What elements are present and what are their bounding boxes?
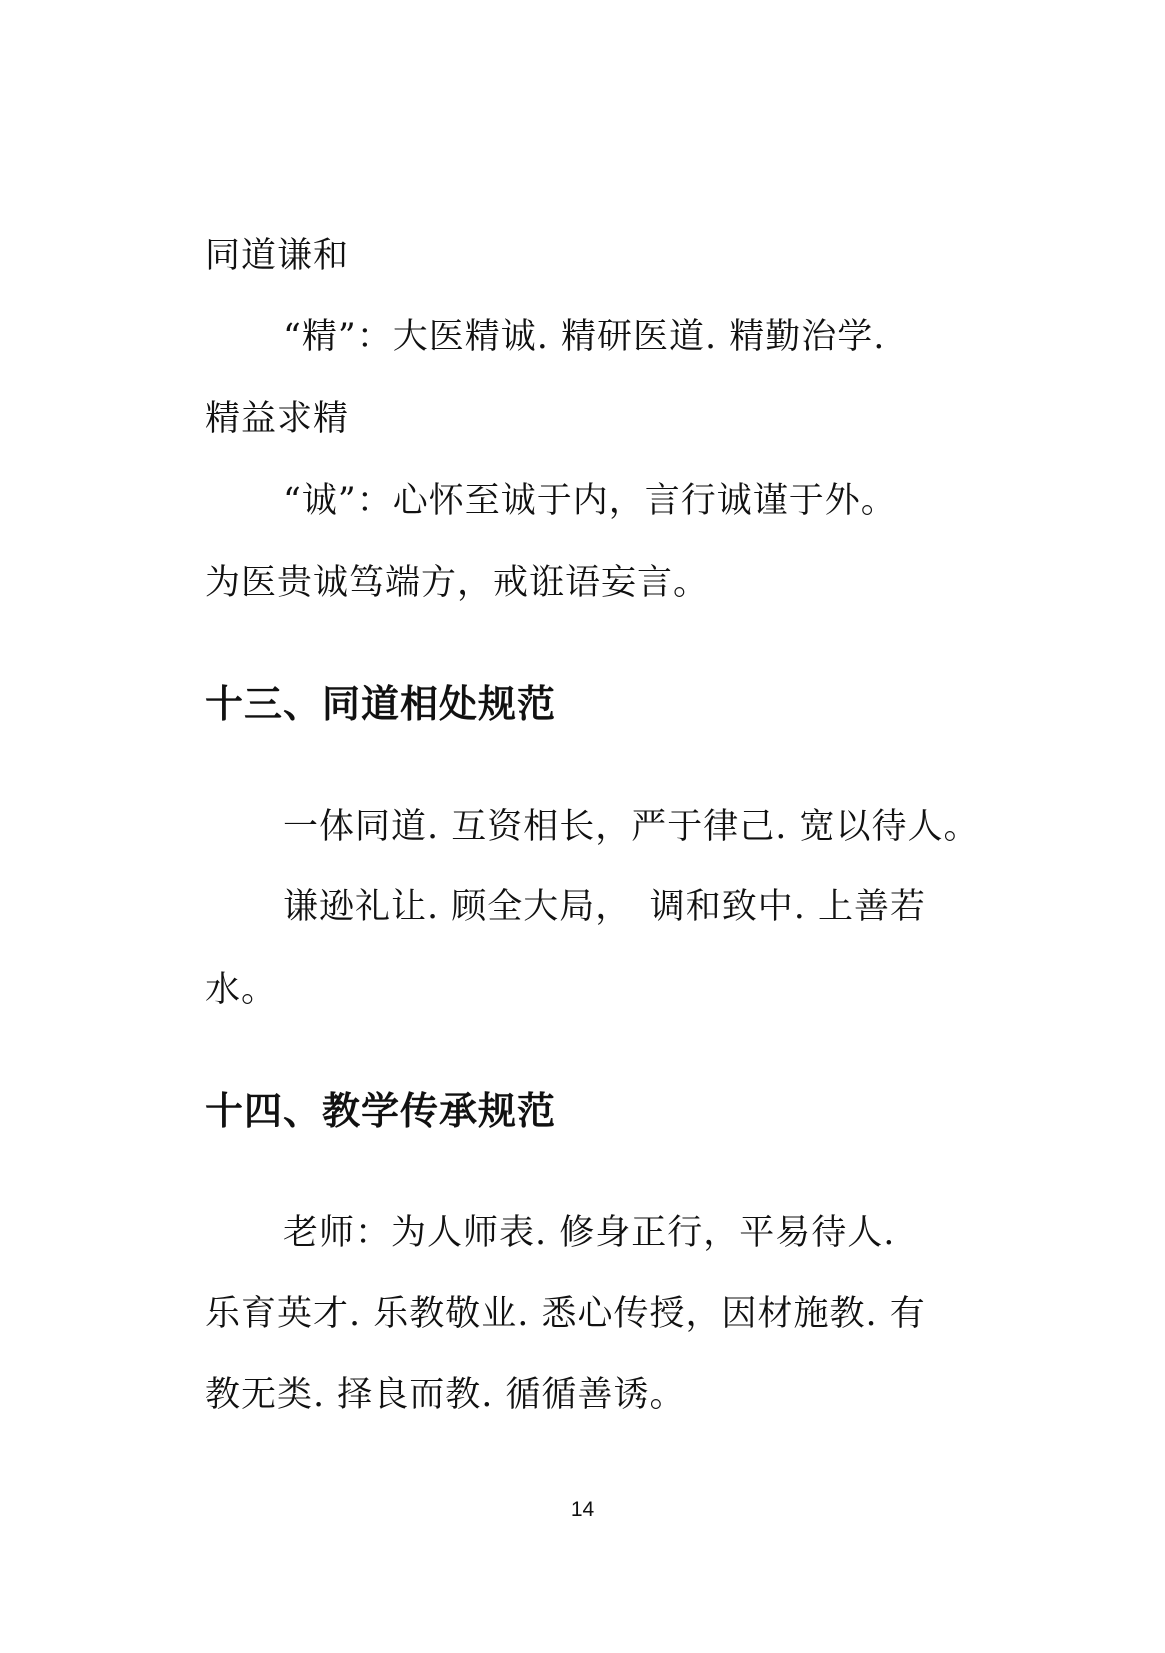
cheng-line-1: “诚”：心怀至诚于内，言行诚谨于外。 — [283, 481, 897, 521]
jing-line-2: 精益求精 — [205, 399, 350, 439]
section-14-heading: 十四、教学传承规范 — [205, 1089, 557, 1133]
section-13-line-1: 一体同道. 互资相长，严于律己. 宽以待人。 — [283, 807, 980, 847]
section-14-line-1: 老师：为人师表. 修身正行，平易待人. — [283, 1213, 896, 1253]
jing-line-1: “精”：大医精诚. 精研医道. 精勤治学. — [283, 317, 886, 357]
page-number: 14 — [570, 1498, 595, 1521]
section-13-line-2: 谦逊礼让. 顾全大局， 调和致中. 上善若 — [283, 887, 927, 927]
continuation-line: 同道谦和 — [205, 236, 350, 276]
section-13-heading: 十三、同道相处规范 — [205, 682, 557, 726]
section-13-line-3: 水。 — [205, 970, 278, 1010]
section-14-line-2: 乐育英才. 乐教敬业. 悉心传授，因材施教. 有 — [205, 1294, 926, 1334]
cheng-line-2: 为医贵诚笃端方，戒诳语妄言。 — [205, 563, 710, 603]
section-14-line-3: 教无类. 择良而教. 循循善诱。 — [205, 1375, 686, 1415]
